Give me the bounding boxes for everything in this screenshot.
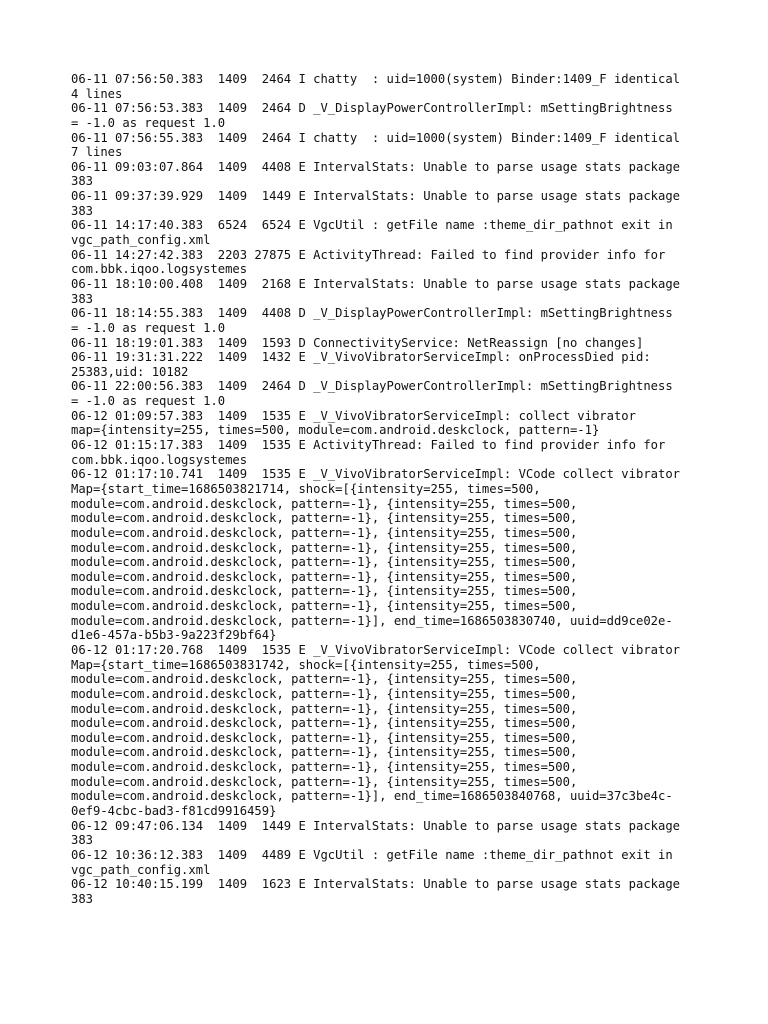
log-line: 06-11 19:31:31.222 1409 1432 E _V_VivoVibratorServiceImpl: onProcessDied pid: bbox=[71, 350, 651, 365]
log-line: = -1.0 as request 1.0 bbox=[71, 320, 226, 335]
log-line: 06-11 09:03:07.864 1409 4408 E IntervalStats: Unable to parse usage stats package bbox=[71, 159, 681, 174]
log-line: 06-11 18:10:00.408 1409 2168 E IntervalStats: Unable to parse usage stats package bbox=[71, 276, 681, 291]
log-line: vgc_path_config.xml bbox=[71, 862, 211, 877]
log-line: module=com.android.deskclock, pattern=-1}, {intensity=255, times=500, bbox=[71, 760, 578, 775]
log-line: vgc_path_config.xml bbox=[71, 233, 211, 248]
log-line: 06-12 01:09:57.383 1409 1535 E _V_VivoVibratorServiceImpl: collect vibrator bbox=[71, 408, 636, 423]
log-line: module=com.android.deskclock, pattern=-1}, {intensity=255, times=500, bbox=[71, 730, 578, 745]
log-line: 4 lines bbox=[71, 86, 123, 101]
log-line: module=com.android.deskclock, pattern=-1}, {intensity=255, times=500, bbox=[71, 774, 578, 789]
log-line: = -1.0 as request 1.0 bbox=[71, 115, 226, 130]
log-line: 383 bbox=[71, 891, 94, 906]
log-line: 06-11 09:37:39.929 1409 1449 E IntervalStats: Unable to parse usage stats package bbox=[71, 189, 681, 204]
log-line: Map={start_time=1686503821714, shock=[{intensity=255, times=500, bbox=[71, 481, 541, 496]
log-line: 06-11 22:00:56.383 1409 2464 D _V_DisplayPowerControllerImpl: mSettingBrightness bbox=[71, 379, 673, 394]
log-line: module=com.android.deskclock, pattern=-1}, {intensity=255, times=500, bbox=[71, 599, 578, 614]
log-line: 06-12 01:17:10.741 1409 1535 E _V_VivoVibratorServiceImpl: VCode collect vibrator bbox=[71, 467, 681, 482]
log-line: 383 bbox=[71, 833, 94, 848]
log-line: d1e6-457a-b5b3-9a223f29bf64} bbox=[71, 628, 277, 643]
log-line: module=com.android.deskclock, pattern=-1}, {intensity=255, times=500, bbox=[71, 525, 578, 540]
log-line: module=com.android.deskclock, pattern=-1}, {intensity=255, times=500, bbox=[71, 672, 578, 687]
log-line: 0ef9-4cbc-bad3-f81cd9916459} bbox=[71, 804, 277, 819]
log-document bbox=[71, 72, 711, 907]
log-line: = -1.0 as request 1.0 bbox=[71, 394, 226, 409]
log-line: 06-11 14:27:42.383 2203 27875 E ActivityThread: Failed to find provider info for bbox=[71, 247, 666, 262]
log-line: 06-11 07:56:55.383 1409 2464 I chatty : uid=1000(system) Binder:1409_F identical bbox=[71, 130, 681, 145]
log-line: module=com.android.deskclock, pattern=-1}], end_time=1686503840768, uuid=37c3be4c- bbox=[71, 789, 673, 804]
log-line: 06-12 10:36:12.383 1409 4489 E VgcUtil : getFile name :theme_dir_pathnot exit in bbox=[71, 847, 673, 862]
log-line: 383 bbox=[71, 291, 94, 306]
log-line: 06-12 10:40:15.199 1409 1623 E IntervalStats: Unable to parse usage stats package bbox=[71, 877, 681, 892]
log-line: module=com.android.deskclock, pattern=-1}, {intensity=255, times=500, bbox=[71, 496, 578, 511]
log-line: 383 bbox=[71, 203, 94, 218]
log-line: com.bbk.iqoo.logsystemes bbox=[71, 452, 248, 467]
log-line: module=com.android.deskclock, pattern=-1}, {intensity=255, times=500, bbox=[71, 745, 578, 760]
log-line: 7 lines bbox=[71, 145, 123, 160]
log-line: 06-12 01:15:17.383 1409 1535 E ActivityThread: Failed to find provider info for bbox=[71, 438, 666, 453]
log-line: 06-11 18:19:01.383 1409 1593 D ConnectivityService: NetReassign [no changes] bbox=[71, 335, 644, 350]
log-line: module=com.android.deskclock, pattern=-1}, {intensity=255, times=500, bbox=[71, 540, 578, 555]
log-line: 06-11 07:56:50.383 1409 2464 I chatty : uid=1000(system) Binder:1409_F identical bbox=[71, 72, 681, 86]
log-line: module=com.android.deskclock, pattern=-1}], end_time=1686503830740, uuid=dd9ce02e- bbox=[71, 613, 673, 628]
log-line: 06-11 07:56:53.383 1409 2464 D _V_DisplayPowerControllerImpl: mSettingBrightness bbox=[71, 101, 673, 116]
log-line: module=com.android.deskclock, pattern=-1}, {intensity=255, times=500, bbox=[71, 686, 578, 701]
log-line: module=com.android.deskclock, pattern=-1}, {intensity=255, times=500, bbox=[71, 584, 578, 599]
log-line: module=com.android.deskclock, pattern=-1}, {intensity=255, times=500, bbox=[71, 555, 578, 570]
log-line: 06-12 09:47:06.134 1409 1449 E IntervalStats: Unable to parse usage stats package bbox=[71, 818, 681, 833]
log-line: 06-11 14:17:40.383 6524 6524 E VgcUtil : getFile name :theme_dir_pathnot exit in bbox=[71, 218, 673, 233]
log-line: 25383,uid: 10182 bbox=[71, 364, 189, 379]
log-line: module=com.android.deskclock, pattern=-1}, {intensity=255, times=500, bbox=[71, 716, 578, 731]
log-line: module=com.android.deskclock, pattern=-1}, {intensity=255, times=500, bbox=[71, 569, 578, 584]
log-line: module=com.android.deskclock, pattern=-1}, {intensity=255, times=500, bbox=[71, 511, 578, 526]
log-line: 06-11 18:14:55.383 1409 4408 D _V_DisplayPowerControllerImpl: mSettingBrightness bbox=[71, 306, 673, 321]
log-line: module=com.android.deskclock, pattern=-1}, {intensity=255, times=500, bbox=[71, 701, 578, 716]
log-line: com.bbk.iqoo.logsystemes bbox=[71, 262, 248, 277]
log-line: 383 bbox=[71, 174, 94, 189]
log-line: 06-12 01:17:20.768 1409 1535 E _V_VivoVibratorServiceImpl: VCode collect vibrator bbox=[71, 642, 681, 657]
log-line: map={intensity=255, times=500, module=com.android.deskclock, pattern=-1} bbox=[71, 423, 600, 438]
log-line: Map={start_time=1686503831742, shock=[{intensity=255, times=500, bbox=[71, 657, 541, 672]
